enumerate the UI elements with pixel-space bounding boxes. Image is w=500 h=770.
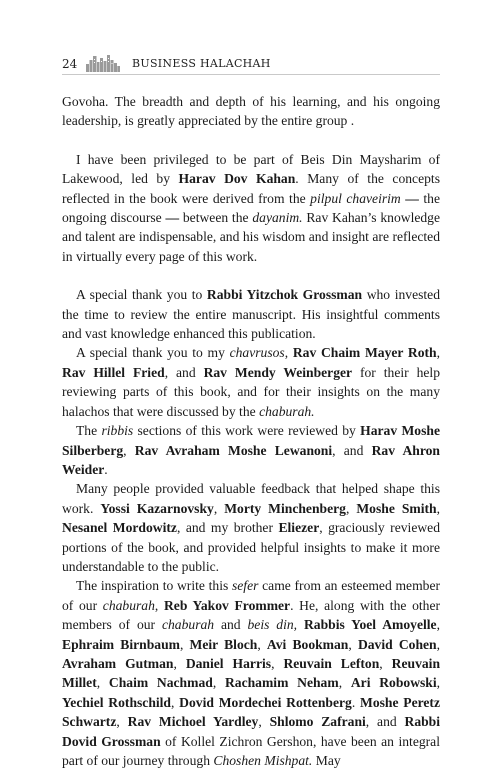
text-run (297, 617, 304, 632)
text-run: . (351, 694, 360, 710)
italic-term: chaburah. (259, 403, 315, 419)
paragraph-p4 (62, 343, 440, 421)
paragraph-p6 (62, 479, 440, 576)
text-run: , (96, 675, 109, 691)
text-run: who invested the time to review the entire manuscript. His insightful comments and vast knowledge enhanced this publication. (62, 287, 440, 342)
text-run: , and (365, 714, 405, 730)
text-run: between the (179, 210, 253, 226)
bold-name: Shlomo Zafrani (269, 714, 366, 730)
bold-name: Eliezer (278, 520, 320, 536)
bold-name: Yossi Kazarnovsky (100, 500, 214, 516)
text-run: , and (332, 442, 372, 458)
text-run: and (214, 617, 248, 633)
text-run: , and (164, 364, 204, 380)
text-run: , (284, 345, 293, 361)
italic-term: chaburah (102, 597, 155, 613)
text-run: , (436, 345, 441, 361)
bold-name: Moshe Smith (356, 500, 437, 516)
bold-name: Rav Michoel Yardley (127, 714, 259, 730)
bold-name: Daniel Harris (185, 655, 272, 671)
text-run: , (338, 675, 351, 691)
bold-name: Rav Ahron Weider (62, 442, 440, 477)
bold-name: Meir Bloch (189, 636, 258, 652)
text-run: May (312, 753, 341, 768)
bold-name: Dovid Mordechei Rottenberg (179, 694, 352, 710)
bold-name: Reuvain Lefton (283, 655, 380, 671)
text-run: The (76, 423, 102, 439)
text-run: of Kollel Zichron Gershon, have been an integral part of our journey through (62, 733, 440, 768)
text-run: . (104, 461, 108, 477)
page-number: 24 (62, 57, 78, 71)
italic-term: pilpul chaveirim (310, 190, 401, 206)
paragraph-p5 (62, 421, 440, 479)
bold-name: Rav Chaim Mayer Roth (292, 345, 437, 361)
text-run: , (213, 500, 225, 516)
paragraph-p1 (62, 92, 440, 131)
text-run: A special thank you to (76, 287, 207, 303)
text-run: , (212, 675, 225, 691)
bold-name: Rav Avraham Moshe Lewanoni (134, 442, 333, 458)
bold-name: — (165, 210, 180, 226)
text-run: The inspiration to write this (76, 578, 232, 594)
text-run: , (258, 714, 270, 730)
bold-name: Rachamim Neham (224, 675, 339, 691)
bold-name: Reb Yakov Frommer (163, 597, 291, 613)
bold-name: Ephraim Birnbaum (62, 636, 180, 652)
paragraph-p3 (62, 285, 440, 343)
bold-name: Rav Mendy Weinberger (203, 364, 353, 380)
bold-name: Avi Bookman (266, 636, 349, 652)
italic-term: Choshen Mishpat. (213, 753, 313, 768)
bold-name: Rabbi Dovid Grossman (62, 714, 441, 749)
text-run: sections of this work were reviewed by (133, 423, 361, 439)
italic-term: chaburah (161, 617, 215, 633)
bold-name: Morty Minchenberg (224, 500, 346, 516)
italic-term: sefer (231, 578, 259, 594)
text-run: , (116, 714, 128, 730)
bold-name: Chaim Nachmad (108, 675, 213, 691)
italic-term: ribbis (101, 423, 134, 439)
text-run: Rav Kahan’s knowledge and talent are indispensable, and his wisdom and insight are reflected in virtually every page of this work. (62, 210, 441, 264)
text-run: , (173, 655, 186, 671)
text-run: . Many of the concepts reflected in the book were derived from the (62, 171, 440, 206)
bold-name: Rabbis Yoel Amoyelle (303, 617, 437, 633)
text-run: , (436, 636, 441, 652)
text-run: , (271, 655, 284, 671)
text-run: the ongoing discourse (62, 190, 440, 226)
text-run: , (171, 694, 180, 710)
text-run: , (179, 636, 190, 652)
text-run: , (436, 617, 440, 633)
text-run: , (345, 500, 357, 516)
text-run: , (257, 636, 267, 652)
text-run: for their help reviewing parts of this book, and for their insights on the many halachos that were discussed by the (62, 364, 440, 419)
running-title: BUSINESS HALACHAH (132, 57, 271, 70)
text-run: , (436, 675, 441, 691)
text-run: . He, along with the other members of our (62, 597, 441, 633)
text-run: Many people provided valuable feedback that helped shape this work. (62, 481, 440, 516)
italic-term: dayanim. (252, 210, 303, 226)
running-header (62, 50, 440, 76)
bold-name: Avraham Gutman (62, 655, 174, 671)
bold-name: Ari Robowski (350, 675, 437, 691)
body-text (62, 92, 440, 770)
city-skyline-icon (86, 52, 120, 72)
bold-name: Moshe Peretz Schwartz (62, 694, 440, 730)
text-run: , (436, 500, 440, 516)
bold-name: Nesanel Mordowitz (62, 520, 177, 536)
italic-term: chavrusos (229, 345, 285, 361)
bold-name: Rav Hillel Fried (62, 364, 165, 380)
text-run: I have been privileged to be part of Beis Din Maysharim of Lakewood, led by (62, 151, 440, 187)
italic-term: beis din, (247, 617, 298, 633)
bold-name: — (405, 190, 419, 206)
bold-name: Harav Moshe Silberberg (62, 423, 440, 458)
text-run: , (379, 655, 392, 671)
paragraph-p2 (62, 150, 440, 266)
bold-name: Yechiel Rothschild (62, 694, 171, 710)
text-run: , (348, 636, 358, 652)
text-run: , (123, 442, 135, 458)
header-rule (62, 74, 440, 75)
text-run: , (154, 597, 164, 613)
text-run: , graciously reviewed portions of the book, and provided helpful insights to make it more understandable to the public. (62, 520, 440, 574)
bold-name: David Cohen (357, 636, 437, 652)
text-run: came from an esteemed member of our (62, 578, 441, 613)
bold-name: Rabbi Yitzchok Grossman (206, 287, 363, 303)
text-run: Govoha. The breadth and depth of his learning, and his ongoing leadership, is greatly appreciated by the entire group . (62, 94, 440, 129)
text-run: , and my brother (176, 520, 279, 536)
text-run: A special thank you to my (76, 345, 230, 361)
paragraph-p7 (62, 576, 440, 770)
bold-name: Reuvain Millet (62, 655, 440, 691)
bold-name: Harav Dov Kahan (178, 171, 296, 187)
